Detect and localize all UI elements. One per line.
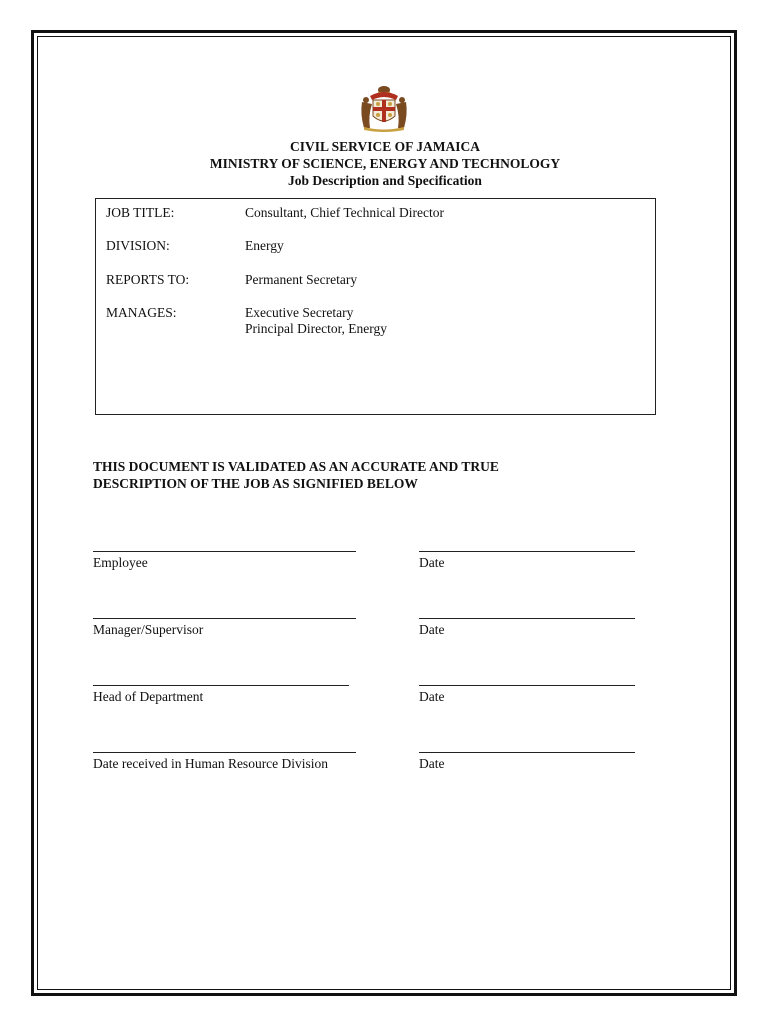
coat-of-arms-icon	[356, 84, 412, 132]
manages-value-1: Executive Secretary	[245, 305, 354, 320]
reports-to-label: REPORTS TO:	[106, 272, 190, 287]
job-title-label: JOB TITLE:	[106, 205, 175, 220]
manager-label: Manager/Supervisor	[93, 622, 204, 637]
head-of-department-date-label: Date	[419, 689, 445, 704]
job-title-value: Consultant, Chief Technical Director	[245, 205, 444, 220]
division-value: Energy	[245, 238, 284, 253]
head-of-department-date-line[interactable]	[419, 685, 635, 686]
reports-to-value: Permanent Secretary	[245, 272, 358, 287]
division-label: DIVISION:	[106, 238, 170, 253]
employee-signature-line[interactable]	[93, 551, 356, 552]
hr-received-date-line[interactable]	[419, 752, 635, 753]
employee-date-label: Date	[419, 555, 445, 570]
validation-line-1: THIS DOCUMENT IS VALIDATED AS AN ACCURATE AND TRUE	[93, 459, 499, 474]
manager-date-label: Date	[419, 622, 445, 637]
header-line-ministry: MINISTRY OF SCIENCE, ENERGY AND TECHNOLOGY	[209, 156, 561, 171]
hr-received-signature-line[interactable]	[93, 752, 356, 753]
head-of-department-label: Head of Department	[93, 689, 204, 704]
hr-received-date-label: Date	[419, 756, 445, 771]
job-info-box	[95, 198, 656, 415]
manager-date-line[interactable]	[419, 618, 635, 619]
manages-value-2: Principal Director, Energy	[245, 321, 388, 336]
employee-label: Employee	[93, 555, 148, 570]
manager-signature-line[interactable]	[93, 618, 356, 619]
validation-statement	[93, 458, 499, 492]
header-line-doc-type: Job Description and Specification	[288, 173, 482, 188]
manages-label: MANAGES:	[106, 305, 177, 320]
employee-date-line[interactable]	[419, 551, 635, 552]
validation-line-2: DESCRIPTION OF THE JOB AS SIGNIFIED BELOW	[93, 476, 418, 491]
hr-received-label: Date received in Human Resource Division	[93, 756, 329, 771]
header-line-civil-service: CIVIL SERVICE OF JAMAICA	[290, 139, 480, 154]
head-of-department-signature-line[interactable]	[93, 685, 349, 686]
